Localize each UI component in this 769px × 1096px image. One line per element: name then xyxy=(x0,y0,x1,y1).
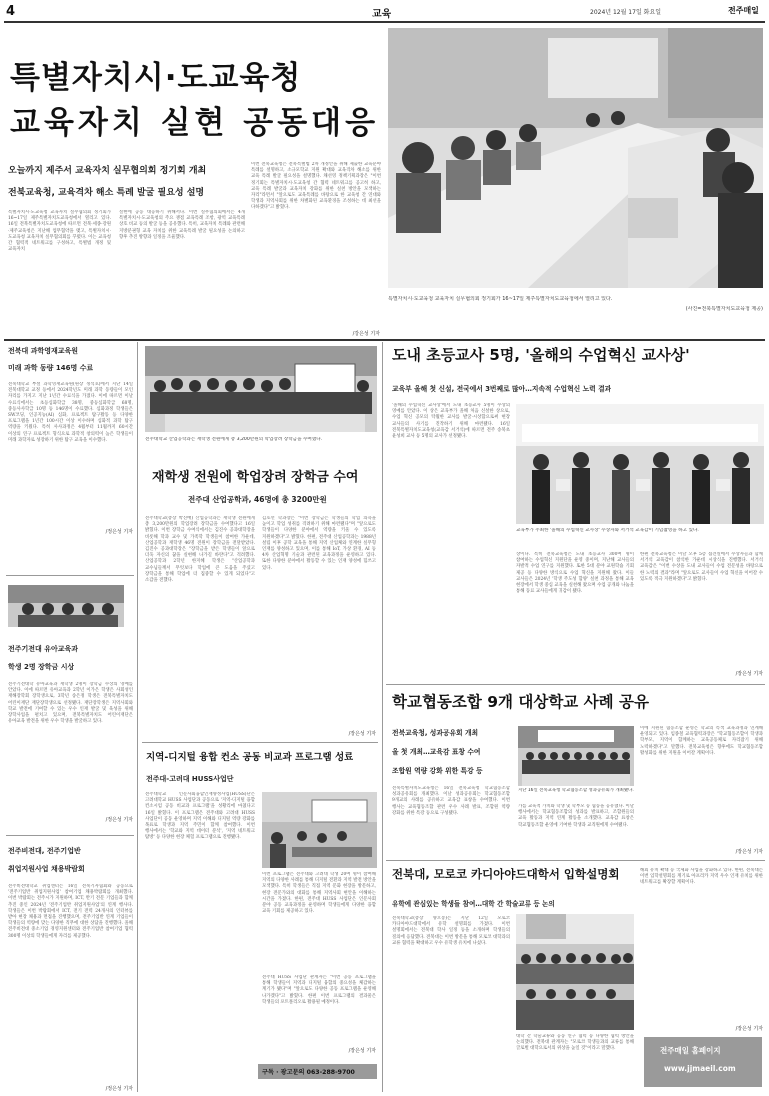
top-story-byline: /강은성 기자 xyxy=(352,331,380,337)
section-name: 교육 xyxy=(372,9,392,20)
coop-headline: 학교협동조합 9개 대상학교 사례 공유 xyxy=(392,693,649,711)
section-rule xyxy=(4,339,765,341)
brief1-kicker: 전북대 과학영재교육원 xyxy=(8,347,79,355)
top-story-photo xyxy=(388,28,763,288)
coop-col2: 가를 교육적 가치와 학생 및 학부모 등 협동을 공유했다. 이날 행사에서는 학교협동조합의 성과를 발표하고, 조합원들의 교육 활동과 지역 연계 활동을 소개했다. 교육감 표창은 학교협동조합 운영에 기여한 학생과 교직원에게 수여됐다. xyxy=(518,804,634,828)
teachers-byline: /장은성 기자 xyxy=(735,671,763,677)
masthead-rule xyxy=(4,21,765,23)
brief3-headline: 취업지원사업 채용박람회 xyxy=(8,865,85,873)
huss-col2: 이번 프로그램은 전주대와 고려대 학생 20여 명이 참여해 지역의 다양한 사례를 통해 디지털 전환과 지역 발전 방안을 모색했다. 특히 학생들은 직접 지역 문화 현장을 방문하고, 현장 전문가와의 대화를 통해 지역사회 현안을 이해하는 시간을 가졌다. 한편, 전주대 HUSS 사업단은 인문사회 분야 공동 교육과정을 운영하며 학생들에게 다양한 융합 교육 기회를 제공하고 있다. xyxy=(262,872,376,915)
top-subhead1: 오늘까지 제주서 교육자치 실무협의회 정기회 개최 xyxy=(8,166,207,176)
teachers-photo-caption: 교육부가 주최한 '올해의 수업혁신 교사상' 수상자와 서거석 교육감이 기념촬영을 하고 있다. xyxy=(516,528,699,533)
coop-subhead2: 올 첫 개최…교육감 표창 수여 xyxy=(392,748,481,756)
top-headline-line1: 특별자치시·도교육청 xyxy=(10,60,302,96)
scholarship-photo xyxy=(145,346,377,432)
brief3-byline: /정은성 기자 xyxy=(105,1086,133,1092)
brief2-text: 전주기전대학 유아교육과 재학생 2명이 장학금 수상의 영예를 안았다. 이에 따르면 유아교육과 2학년 이가은 학생은 사회성인 재해장학회 장학생으로, 3학년 송은정 학생은 전북특별자치도 어린이재단 재단장학생으로 선정됐다. 재단장학생은 지역사회와 학교 발전에 기여할 수 있는 우수 인재 발굴 및 육성을 위해 장학사업을 펼치고 있으며, 전북특별자치도 어린이재단은 유아교육 발전을 위한 우수 학생을 발굴하고 있다. xyxy=(8,682,133,725)
huss-photo xyxy=(262,792,377,868)
brief1-headline: 미래 과학 동량 146명 수료 xyxy=(8,364,94,372)
morocco-headline: 전북대, 모로코 카디아야드대학서 입학설명회 xyxy=(392,867,620,881)
top-story-col3: 이번 전북교육청은 전북특별법 2차 개정안을 위해 제출한 교육분야 특례를 설명하고, 소규모학교 지원 확대와 교육격차 해소를 위한 교육 특례 발굴 필요성을 설명했다. 채선영 정책기획과장은 "이번 정기회는 특별자치시·도교육청 간 협력 네트워크를 공고히 하고, 교육 특례 발굴과 교육자치 강화를 위한 실천 방안을 모색하는 자리"라면서 "앞으로도 교육특례를 바탕으로 한 교육청 간 연대와 학생과 지역사회를 위한 차별화된 교육환경을 조성하는 데 최선을 다하겠다"고 밝혔다. xyxy=(251,162,381,211)
issue-date: 2024년 12월 17일 화요일 xyxy=(590,9,662,16)
scholarship-subhead: 전주대 산업공학과, 46명에 총 3200만원 xyxy=(188,495,327,504)
brief1-byline: /정은성 기자 xyxy=(105,529,133,535)
teachers-col1: '올해의 수업혁신 교사상'에서 도내 초등교사 5명이 수상의 영예를 안았다. 이 상은 교육부가 올해 처음 신설한 상으로, 수업 혁신 공모의 탁월한 교사를 발굴·시상함으로써 현장 교사들의 사기를 진작하기 위해 마련됐다. 16일 전북특별자치도교육청(교육감 서거석)에 따르면 전주 송북초 윤성희 교사 등 5명의 교사가 선정됐다. xyxy=(392,403,510,440)
huss-col1: 전주대학교 인문사회융합인재양성사업(HUSS)단은 고려대학교 HUSS 사업단과 공동으로 '지역-디지털 융합 컨소시엄 공동 비교과 프로그램'을 성황리에 마쳤다고 16일 밝혔다. 이 프로그램은 전주대와 고려대 HUSS 사업단이 공동 운영하며 지역 이해와 디지털 역량 강화를 목표로 학생과 지역 주민이 함께 참여했다. 이번 행사에서는 '학교와 지역 데이터 분석', '지역 네트워크 탐방' 등 다양한 현장 체험 프로그램으로 진행됐다. xyxy=(145,792,255,841)
coop-subhead1: 전북교육청, 성과공유회 개최 xyxy=(392,729,479,737)
top-photo-caption: 특별자치시·도교육청 교육자치 실무협의회 정기회가 16~17일 제주특별자치도교육청에서 열리고 있다. xyxy=(388,296,613,302)
morocco-col1: 전북대학교(총장 양오봉)는 지난 12일 모로코 카디아야드대학에서 유학 설명회를 가졌다. 이번 설명회에서는 전북대 학사 일정 등을 소개하며 학생들의 질의에 응답했다. 전북대는 이번 방문을 통해 모로코 대학과의 교류 협력을 확대하고 우수 유학생 유치에 나섰다. xyxy=(392,916,510,946)
teachers-photo xyxy=(516,404,764,524)
paper-name: 전주매일 xyxy=(728,6,759,15)
top-story-col2: 실현에 공동 대응하기 위해서다. 이번 실무협의회에서는 4개 특별자치시·도교육청의 주요 쟁점 교육특례 조항, 광역 교육특례 상호 비교 등의 발굴 등을 공유했다. 특히, 교육자치 특례와 관련해 지방분권형 교육 자치를 위한 교육특례 발굴 필요성을 논의하고 향후 추진 방향과 일정을 조율했다. xyxy=(119,210,245,240)
teachers-headline: 도내 초등교사 5명, '올해의 수업혁신 교사상' xyxy=(392,346,690,364)
top-headline-line2: 교육자치 실현 공동대응 xyxy=(10,105,380,141)
brief1-divider xyxy=(6,575,134,576)
morocco-col3: 해외 유치 확대 등 국제화 사업을 강화하고 있다. 한편, 전북대는 이번 입학설명회를 계기로 아프리카 지역 우수 인재 유치를 위한 네트워크를 확장할 계획이다. xyxy=(640,868,763,886)
huss-subhead: 전주대-고려대 HUSS사업단 xyxy=(146,775,234,783)
huss-headline: 지역-디지털 융합 컨소 공동 비교과 프로그램 성료 xyxy=(146,752,354,763)
brief3-kicker: 전주비전대, 전주기업반 xyxy=(8,847,81,855)
brief3-text: 전주비전대학교 취업센터는 16일 전북기자협회와 공동으로 '전주기업반 취업지원사업' 참여기업 채용박람회를 개최했다. 이번 박람회는 전주시가 지원하며, ICT, 반기 전문 기업들과 함께 추진 중인 2024년 '전주기업반 취업지원사업'의 연계 행사다. 학생들은 이번 박람회에서 ICT, 전기 전력 24개사의 인터뷰를 받아 현장 채용과 면접을 진행했으며, 전주기업반 연계 기업들이 학생들의 역량에 맞는 다양한 직무에 대한 상담을 진행했다. 올해 전주비전대 중소기업 경영지원센터와 전주기업반 참여기업 협력 300명 이상의 학생들에게 자리를 제공했다. xyxy=(8,884,133,939)
scholarship-headline: 재학생 전원에 학업장려 장학금 수여 xyxy=(152,470,359,485)
coop-divider xyxy=(386,860,765,861)
teachers-col3: 한편 전북교육청은 이날 오후 5층 접견실에서 수상자들과 함께 서거석 교육감이 참석한 가운데 시상식을 진행했다. 서거석 교육감은 "이번 수상을 도내 교사들이 수업 전문성을 바탕으로 한 노력의 결과"라며 "앞으로도 교사들이 수업 혁신을 이어갈 수 있도록 적극 지원하겠다"고 밝혔다. xyxy=(640,552,763,582)
page-number: 4 xyxy=(6,4,16,19)
huss-byline: /장은성 기자 xyxy=(348,1048,376,1054)
coop-subhead3: 조합원 역량 강화 위한 특강 등 xyxy=(392,767,483,775)
morocco-photo xyxy=(516,914,634,1030)
teachers-subhead: 교육부 올해 첫 신설, 전국에서 3번째로 많아…지속적 수업혁신 노력 결과 xyxy=(392,385,612,393)
teachers-divider xyxy=(386,684,765,685)
brief2-photo xyxy=(8,585,124,627)
top-story-col1: 특별자치시·도교육청 교육자치 실무협의회 정기회가 16~17일 제주특별자치도교육청에서 열리고 있다. 16일 전북특별자치도교육청에 따르면 전북·세종·강원·제주교육청은 지난해 업무협약을 맺고, 특별자치시·도교육청 교육자치 실무협의회를 꾸렸다. 이는 교육청 간 협력적 네트워크를 구성하고, 특별법 개정 및 교육자치 xyxy=(8,210,111,253)
huss-col3: 전주대 HUSS 사업단 관계자는 "이번 공동 프로그램을 통해 학생들이 지역과 디지털 융합의 중요성을 체감하는 계기가 됐다"며 "앞으로도 다양한 공동 프로그램을 운영해 나가겠다"고 밝혔다. 한편 이번 프로그램의 결과물은 학생들의 포트폴리오로 활용될 예정이다. xyxy=(262,975,376,1005)
brief1-text: 전북대학교 부설 과학영재교육원(원장 정석호)에서 지난 14일 전북대학교 교정 등에서 2024학년도 미래 과학 동량들이 모인 자리를 가지고 지난 1년간 수료식을 가졌다. 이에 따르면 이날 수료식에서는 초등심화학급 38명, 중등심화학급 68명, 중등사사학급 10명 등 146명이 수료했다. 심화과정 학생들은 SW코딩, 인공지능(AI) 심화, 프로젝트 탐구활동 등 다양한 프로그램을 1년간 100시간 이상 이수하며 심화적 과학 탐구 역량을 키웠다. 특히 사사과정은 4월부터 11월까지 60시간 이상의 연구 프로젝트 형식으로 과학적 창의력이 높은 학생들이 미래 과학자로 성장하기 위한 탐구 교육을 이수했다. xyxy=(8,382,133,443)
homepage-url[interactable]: www.jjmaeil.com xyxy=(664,1064,736,1073)
scholarship-divider xyxy=(142,742,378,743)
coop-photo-caption: 지난 16일 전북교육청 학교협동조합 성과공유회가 개최됐다. xyxy=(518,788,634,793)
brief2-headline: 학생 2명 장학금 시상 xyxy=(8,663,75,671)
coop-photo xyxy=(518,726,634,786)
scholarship-col1: 전주대학교(총장 박진배) 산업공학과는 재학생 전원에게 총 3,200만원의 학업장려 장학금을 수여했다고 16일 밝혔다. 이번 장학금 수여식에서는 김진수 공과대학장을 비롯해 학과 교수 및 가족학 학생들이 참여한 가운데, 산업공학과 재학생 46명 전원이 장학금을 전달받았다. 김진수 공과대학장은 "장학금을 받은 학생들이 앞으로 더욱 자신의 꿈을 실현해 나가길 바란다"고 격려했다. 산업공학과 2학년 한지혜 학생은 "산업공학과 교수님들께서 무엇보다 학업에 큰 도움을 주셨고 장학금을 통해 학업에 더 집중할 수 있게 되었다"고 소감을 전했다. xyxy=(145,516,255,584)
center-col-divider xyxy=(382,342,383,1092)
subscription-ad-label: 구독 · 광고문의 063-288-9700 xyxy=(262,1069,355,1076)
top-subhead2: 전북교육청, 교육격차 해소 특례 발굴 필요성 설명 xyxy=(8,188,205,198)
morocco-byline: /장은성 기자 xyxy=(735,1026,763,1032)
scholarship-photo-caption: 전주대학교 산업공학과는 재학생 전원에게 총 3,200만원의 학업장려 장학금을 수여했다. xyxy=(145,437,323,442)
left-col-divider xyxy=(137,342,138,1092)
teachers-col2: 상이다. 특히 전북교육청은 도내 초등교사 300여 명이 참여하는 수업혁신 지원단을 운영 중이며, 지난해 교사들의 자발적 수업 연구를 지원했다. 또한 5대 분야 교원학습 기회 제공 등 다양한 방식으로 수업 혁신을 지원해 왔다. 이들 교사들은 2024년 '학생 주도성 함양' 실천 과정을 통해 교육 현장에서 학생 중심 교육을 실천해 왔으며 수업 공개와 나눔을 통해 동료 교사들에게 귀감이 됐다. xyxy=(516,552,634,595)
morocco-col2: 대학 간 학술교류와 공동 연구 협력 등 다양한 협력 방안을 논의했다. 전북대 관계자는 "모로코 학생들과의 교류를 통해 글로벌 대학으로서의 위상을 높일 것"이라고 말했다. xyxy=(516,1034,634,1052)
homepage-label: 전주매일 홈페이지 xyxy=(660,1046,721,1055)
brief2-byline: /정은성 기자 xyxy=(105,817,133,823)
scholarship-byline: /장은성 기자 xyxy=(348,731,376,737)
coop-byline: /장은성 기자 xyxy=(735,849,763,855)
top-photo-credit: (사진=전북특별자치도교육청 제공) xyxy=(685,306,763,312)
morocco-subhead: 유학에 관심있는 학생들 참여…대학 간 학술교류 등 논의 xyxy=(392,900,555,908)
brief2-kicker: 전주기전대 유아교육과 xyxy=(8,645,79,653)
coop-col1: 전북특별자치도교육청은 16일 전북교육청 학교협동조합 성과공유회를 개최했다. 이날 성과공유회는 학교협동조합 9개교의 사례를 공유하고 교육감 표창을 수여했다. 이번 행사는 교육협동조합 관련 우수 사례 발표, 조합원 역량 강화를 위한 특강 등으로 구성됐다. xyxy=(392,786,510,816)
coop-col3: 이에 지원된 협동조합 운영은 학교의 특색 교육과정과 연계해 운영되고 있다. 임종철 교육협력과장은 "학교협동조합이 학생과 학부모, 지역이 함께하는 교육공동체로 자리잡기 위해 노력하겠다"고 말했다. 전북교육청은 향후에도 학교협동조합 활성화를 위한 지원을 이어갈 계획이다. xyxy=(640,726,763,756)
scholarship-col2: 김호선 학과장은 "이번 장학금은 학생들의 학업 의욕을 높이고 학업 성취를 격려하기 위해 마련됐다"며 "앞으로도 학생들이 다양한 분야에서 역량을 키울 수 있도록 지원하겠다"고 밝혔다. 한편, 전주대 산업공학과는 1988년 설립 이후 공학 교육을 통해 지역 산업체와 연계한 실무형 인재를 양성하고 있으며, 이를 통해 IoT, 가상 환경, AI 등 4차 산업혁명 기술과 관련된 교육과정을 운영하고 있다. 또한 다양한 분야에서 활동할 수 있는 인재 양성에 힘쓰고 있다. xyxy=(262,516,376,571)
brief2-divider xyxy=(6,835,134,836)
